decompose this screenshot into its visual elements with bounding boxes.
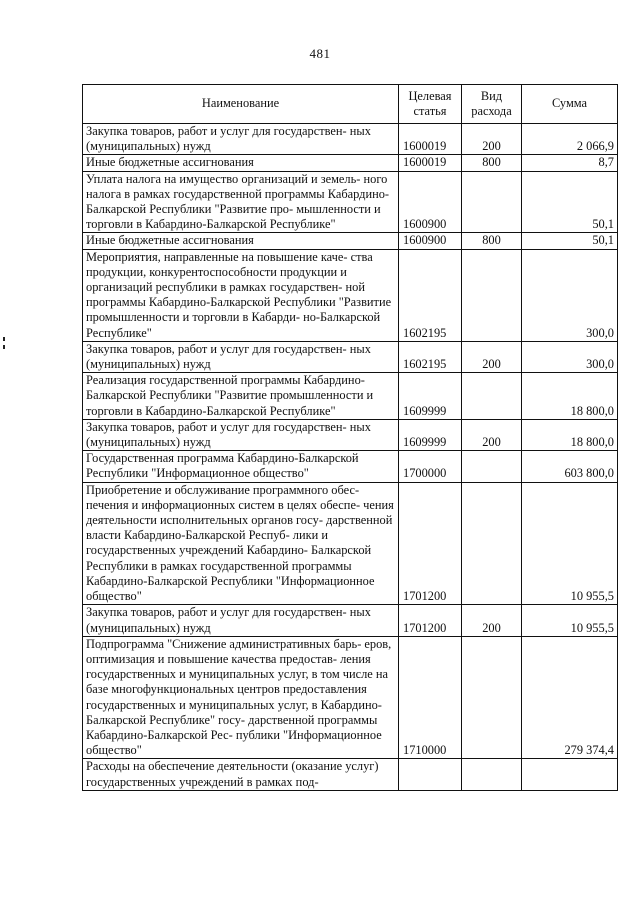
row-name: Расходы на обеспечение деятельности (оказание услуг) государственных учреждений в рамках под-: [83, 759, 399, 790]
header-expense-type: Вид расхода: [462, 85, 522, 124]
row-name: Закупка товаров, работ и услуг для государствен- ных (муниципальных) нужд: [83, 341, 399, 372]
page-number: 481: [309, 46, 331, 61]
table-row: [83, 171, 618, 233]
table-row: [83, 636, 618, 759]
table-row: [83, 249, 618, 341]
table-row: [83, 451, 618, 482]
table-row: [83, 124, 618, 155]
row-name: Уплата налога на имущество организаций и земель- ного налога в рамках государственной программы Кабардино-Балкарской Республики "Развитие про- мышленности и торговли в Кабардино-Балкарской Республике": [83, 171, 399, 233]
table-row: [83, 605, 618, 636]
row-expense-type: [462, 759, 522, 790]
row-target-article: 1701200: [399, 482, 462, 605]
table-row: [83, 482, 618, 605]
row-sum: 10 955,5: [522, 482, 618, 605]
row-sum: 10 955,5: [522, 605, 618, 636]
row-target-article: 1602195: [399, 341, 462, 372]
row-sum: 8,7: [522, 155, 618, 171]
row-expense-type: [462, 451, 522, 482]
row-sum: 279 374,4: [522, 636, 618, 759]
row-expense-type: [462, 482, 522, 605]
row-expense-type: [462, 249, 522, 341]
row-target-article: 1602195: [399, 249, 462, 341]
table-row: [83, 233, 618, 249]
table-row: [83, 155, 618, 171]
margin-mark: [3, 337, 5, 341]
row-name: Закупка товаров, работ и услуг для государствен- ных (муниципальных) нужд: [83, 419, 399, 450]
row-expense-type: 200: [462, 341, 522, 372]
row-expense-type: 200: [462, 605, 522, 636]
row-target-article: 1600019: [399, 155, 462, 171]
row-sum: 18 800,0: [522, 419, 618, 450]
row-name: Иные бюджетные ассигнования: [83, 233, 399, 249]
row-sum: 18 800,0: [522, 373, 618, 420]
table-row: [83, 373, 618, 420]
row-target-article: [399, 759, 462, 790]
budget-table: [82, 84, 618, 791]
row-target-article: 1600900: [399, 233, 462, 249]
row-expense-type: 800: [462, 233, 522, 249]
row-target-article: 1609999: [399, 373, 462, 420]
row-target-article: 1600900: [399, 171, 462, 233]
row-expense-type: 800: [462, 155, 522, 171]
row-name: Приобретение и обслуживание программного обес- печения и информационных систем в целях обеспе- чения деятельности исполнительных органов госу- дарственной власти Кабардино-Балкарской Респуб- лики и государственных учреждений Кабардино- Балкарской Республики в рамках государственной программы Кабардино-Балкарской Республики "Информационное общество": [83, 482, 399, 605]
row-expense-type: [462, 373, 522, 420]
margin-mark: [3, 345, 5, 349]
row-target-article: 1710000: [399, 636, 462, 759]
row-name: Закупка товаров, работ и услуг для государствен- ных (муниципальных) нужд: [83, 605, 399, 636]
table-row: [83, 341, 618, 372]
row-name: Иные бюджетные ассигнования: [83, 155, 399, 171]
row-sum: 300,0: [522, 341, 618, 372]
row-expense-type: 200: [462, 419, 522, 450]
row-expense-type: 200: [462, 124, 522, 155]
row-sum: 2 066,9: [522, 124, 618, 155]
row-sum: 50,1: [522, 233, 618, 249]
row-expense-type: [462, 636, 522, 759]
table-header-row: [83, 85, 618, 124]
row-sum: 50,1: [522, 171, 618, 233]
row-expense-type: [462, 171, 522, 233]
table-row: [83, 759, 618, 790]
row-sum: 603 800,0: [522, 451, 618, 482]
table-row: [83, 419, 618, 450]
row-name: Реализация государственной программы Кабардино- Балкарской Республики "Развитие промышленности и торговли в Кабардино-Балкарской Республике": [83, 373, 399, 420]
row-target-article: 1600019: [399, 124, 462, 155]
row-name: Закупка товаров, работ и услуг для государствен- ных (муниципальных) нужд: [83, 124, 399, 155]
row-name: Подпрограмма "Снижение административных барь- еров, оптимизация и повышение качества предостав- ления государственных и муниципальных услуг, в том числе на базе многофункциональных центров предоставления государственных и муниципальных услуг, в Кабардино-Балкарской Республике" госу- дарственной программы Кабардино-Балкарской Рес- публики "Информационное общество": [83, 636, 399, 759]
header-name: Наименование: [83, 85, 399, 124]
row-target-article: 1701200: [399, 605, 462, 636]
header-target-article: Целевая статья: [399, 85, 462, 124]
row-name: Мероприятия, направленные на повышение каче- ства продукции, конкурентоспособности продукции и организаций республики в рамках государствен- ной программы Кабардино-Балкарской Республики "Развитие промышленности и торговли в Кабарди- но-Балкарской Республике": [83, 249, 399, 341]
header-sum: Сумма: [522, 85, 618, 124]
row-sum: [522, 759, 618, 790]
row-target-article: 1700000: [399, 451, 462, 482]
row-name: Государственная программа Кабардино-Балкарской Республики "Информационное общество": [83, 451, 399, 482]
row-sum: 300,0: [522, 249, 618, 341]
row-target-article: 1609999: [399, 419, 462, 450]
